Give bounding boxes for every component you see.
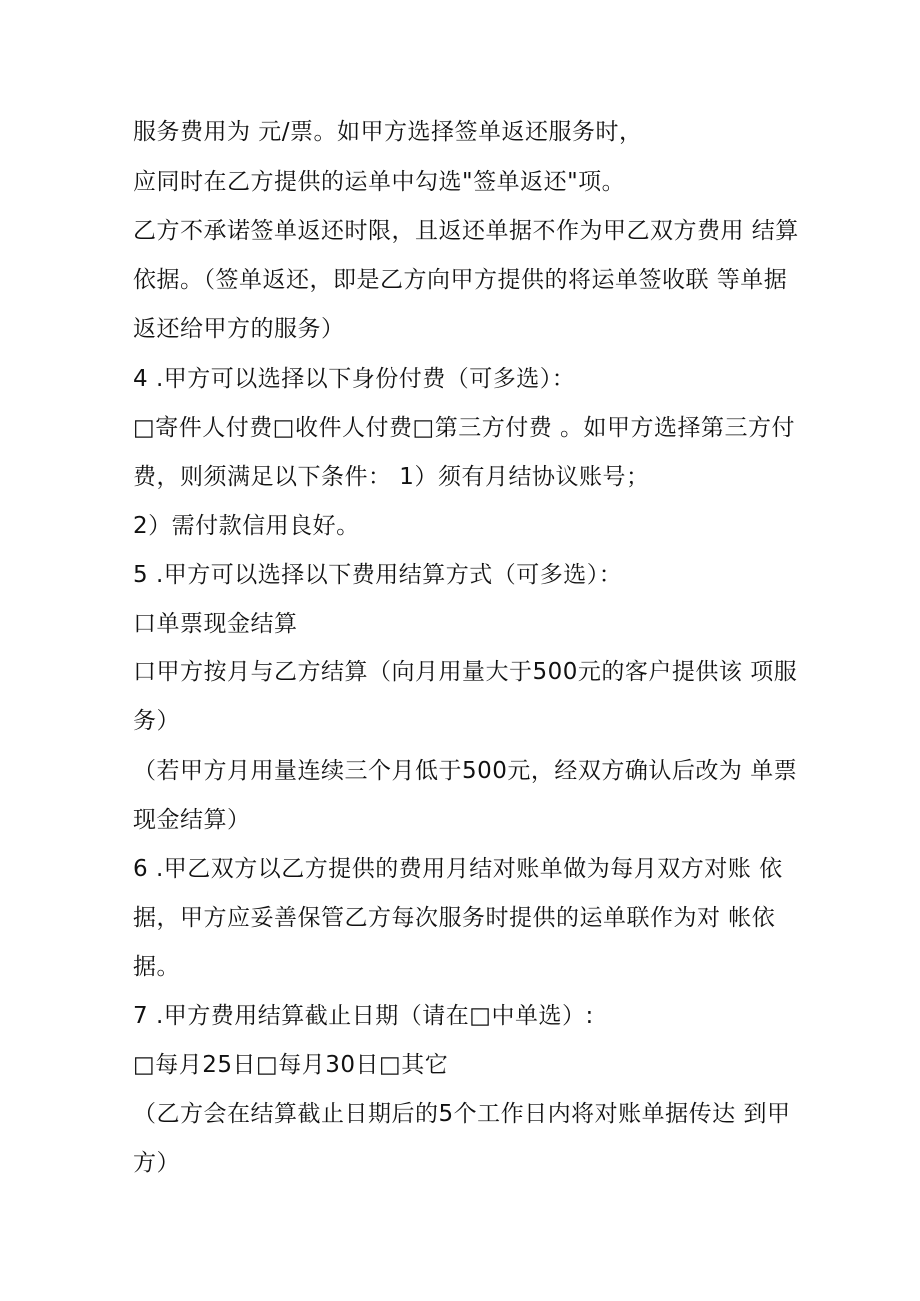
text-line: 费，则须满足以下条件： 1）须有月结协议账号； bbox=[133, 464, 650, 490]
text-line: 6 .甲乙双方以乙方提供的费用月结对账单做为每月双方对账 依 bbox=[133, 856, 783, 882]
text-line: 2）需付款信用良好。 bbox=[133, 513, 360, 539]
text-line: 返还给甲方的服务） bbox=[133, 316, 345, 342]
text-line: 务） bbox=[133, 708, 180, 734]
text-line: 现金结算） bbox=[133, 807, 251, 833]
text-line: 5 .甲方可以选择以下费用结算方式（可多选）： bbox=[133, 562, 623, 588]
text-line: □每月25日□每月30日□其它 bbox=[133, 1052, 449, 1078]
text-line: （若甲方月用量连续三个月低于500元，经双方确认后改为 单票 bbox=[133, 758, 798, 784]
text-line: 4 .甲方可以选择以下身份付费（可多选）： bbox=[133, 366, 576, 392]
text-line: 方） bbox=[133, 1150, 180, 1176]
text-line: 口甲方按月与乙方结算（向月用量大于500元的客户提供该 项服 bbox=[133, 659, 798, 685]
text-line: 乙方不承诺签单返还时限，且返还单据不作为甲乙双方费用 结算 bbox=[133, 218, 799, 244]
text-line: （乙方会在结算截止日期后的5个工作日内将对账单据传达 到甲 bbox=[133, 1101, 791, 1127]
text-line: 据，甲方应妥善保管乙方每次服务时提供的运单联作为对 帐依 bbox=[133, 905, 776, 931]
text-line: 依据。（签单返还，即是乙方向甲方提供的将运单签收联 等单据 bbox=[133, 267, 788, 293]
text-line: □寄件人付费□收件人付费□第三方付费 。如甲方选择第三方付 bbox=[133, 415, 796, 441]
text-line: 服务费用为 元/票。如甲方选择签单返还服务时， bbox=[133, 119, 643, 145]
text-line: 据。 bbox=[133, 954, 180, 980]
text-line: 应同时在乙方提供的运单中勾选"签单返还"项。 bbox=[133, 169, 626, 195]
text-line: 口单票现金结算 bbox=[133, 611, 298, 637]
text-line: 7 .甲方费用结算截止日期（请在□中单选）: bbox=[133, 1003, 594, 1029]
